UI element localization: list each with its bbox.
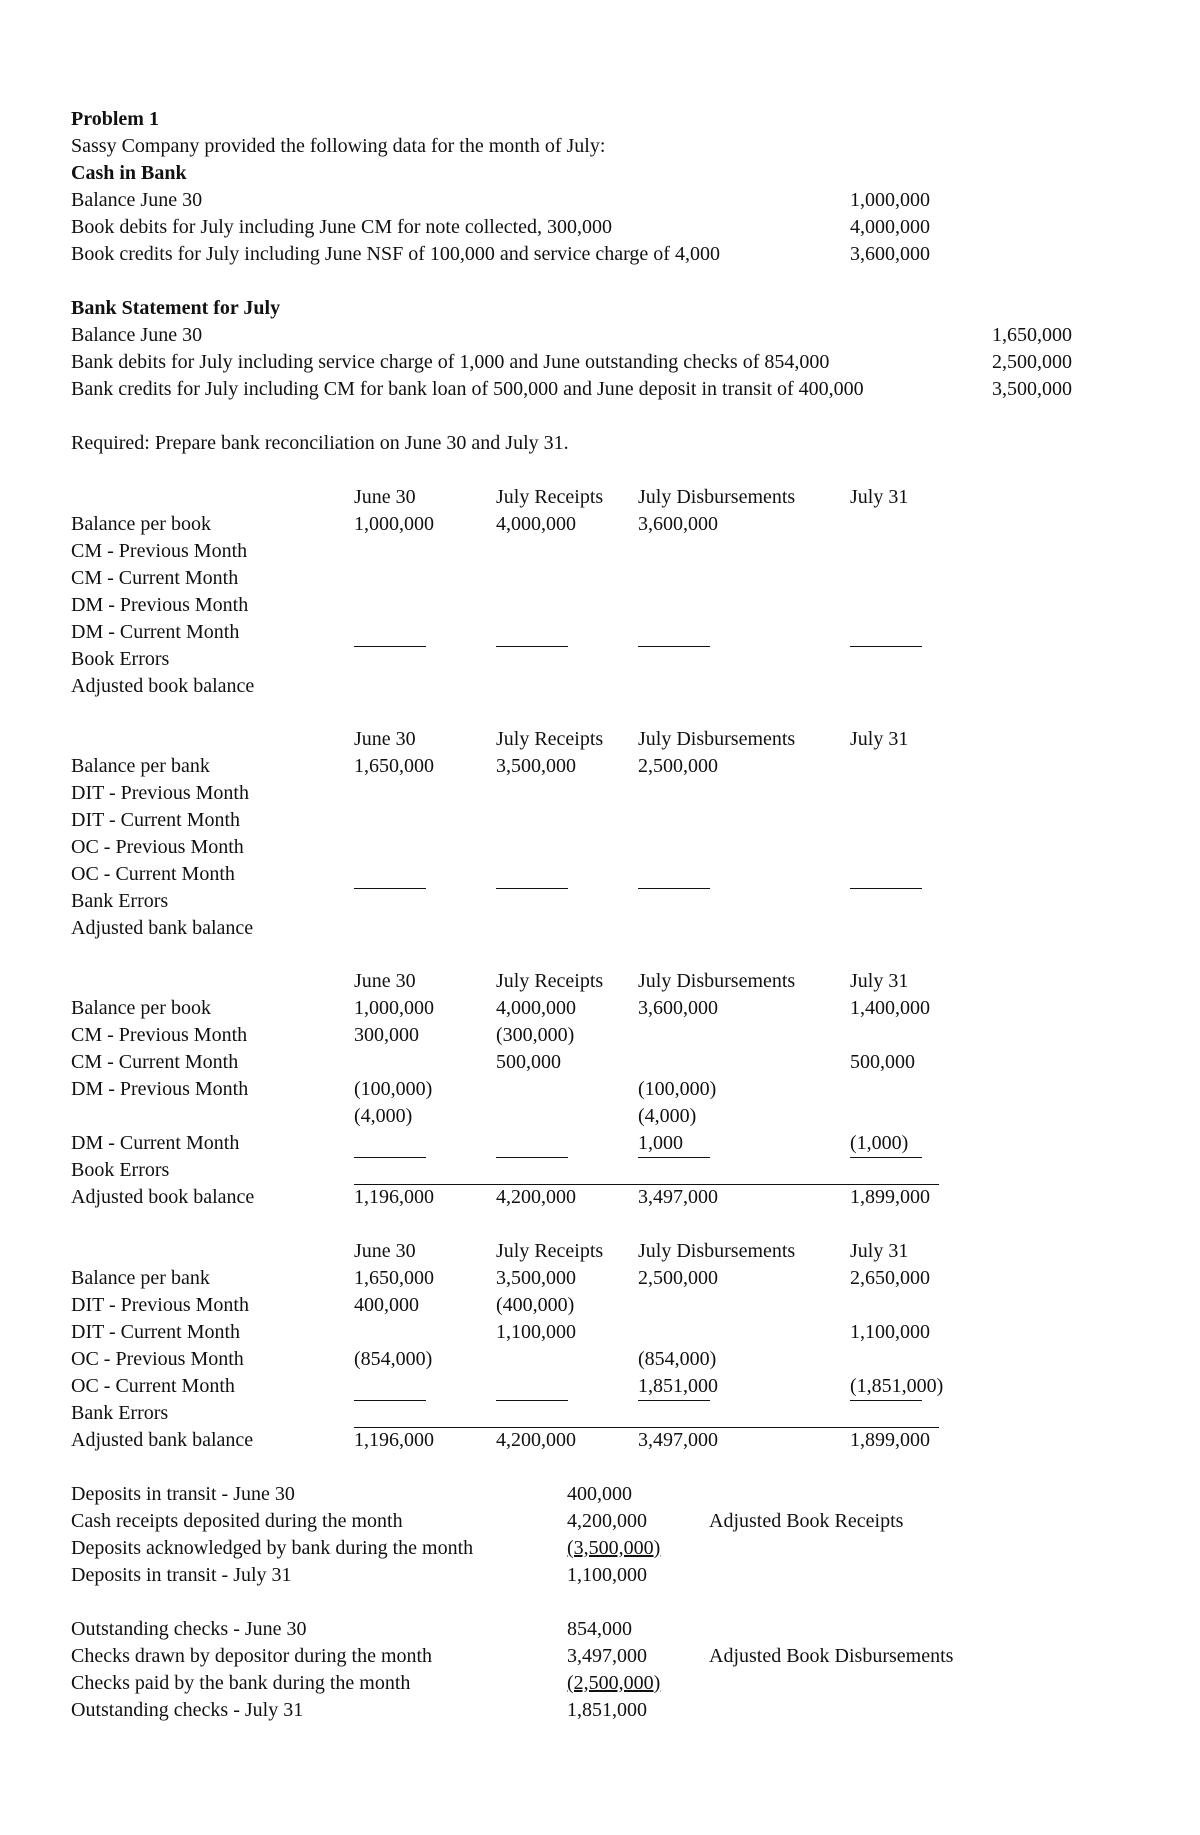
cell: 1,000,000 <box>354 513 434 535</box>
bank-heading-row <box>71 295 1200 322</box>
row-value: (3,500,000) <box>567 1537 661 1559</box>
bank-row <box>71 322 1200 349</box>
intro-row <box>71 133 1200 160</box>
bank-value: 3,500,000 <box>992 378 1072 400</box>
deposit-row <box>71 1535 1200 1562</box>
row-label: Balance per bank <box>71 755 210 777</box>
row-label: Balance per book <box>71 513 211 535</box>
recon-row <box>71 1076 1200 1103</box>
total-rule <box>354 888 426 889</box>
recon-row <box>71 592 1200 619</box>
deposit-row <box>71 1508 1200 1535</box>
total-rule <box>496 888 568 889</box>
row-label: DM - Previous Month <box>71 1078 249 1100</box>
cell: 3,500,000 <box>496 1267 576 1289</box>
total-rule <box>354 1157 426 1158</box>
total-rule <box>496 1400 568 1401</box>
row-label: DIT - Current Month <box>71 1321 241 1343</box>
col-header-june30: June 30 <box>354 1240 416 1262</box>
cell: (100,000) <box>354 1078 433 1100</box>
cell: 4,000,000 <box>496 513 576 535</box>
recon-row <box>71 1103 1200 1130</box>
total-rule <box>496 1157 568 1158</box>
row-label: Adjusted book balance <box>71 675 255 697</box>
cell: 4,000,000 <box>496 997 576 1019</box>
cash-label: Balance June 30 <box>71 189 203 211</box>
intro-text: Sassy Company provided the following data for the month of July: <box>71 135 606 157</box>
row-label: DM - Current Month <box>71 1132 240 1154</box>
col-header-july-receipts: July Receipts <box>496 486 604 508</box>
row-label: OC - Current Month <box>71 1375 235 1397</box>
row-label: Bank Errors <box>71 890 169 912</box>
total-rule <box>638 1400 710 1401</box>
recon-row <box>71 673 1200 700</box>
row-label: Adjusted bank balance <box>71 1429 254 1451</box>
bank-label: Balance June 30 <box>71 324 203 346</box>
row-label: Book Errors <box>71 1159 170 1181</box>
cell: 1,196,000 <box>354 1186 434 1208</box>
row-value: (2,500,000) <box>567 1672 661 1694</box>
total-rule <box>850 1157 922 1158</box>
column-header-row <box>71 1238 1200 1265</box>
cell: 1,000 <box>638 1132 683 1154</box>
cell: (854,000) <box>638 1348 717 1370</box>
total-rule <box>850 888 922 889</box>
total-rule <box>638 888 710 889</box>
row-label: DIT - Previous Month <box>71 1294 249 1316</box>
row-label: OC - Previous Month <box>71 836 244 858</box>
col-header-july-disbursements: July Disbursements <box>638 1240 796 1262</box>
row-label: Outstanding checks - June 30 <box>71 1618 307 1640</box>
row-note: Adjusted Book Disbursements <box>709 1645 954 1667</box>
col-header-july-receipts: July Receipts <box>496 728 604 750</box>
check-row <box>71 1697 1200 1724</box>
cell: 2,500,000 <box>638 755 718 777</box>
row-label: Balance per bank <box>71 1267 210 1289</box>
col-header-july-disbursements: July Disbursements <box>638 970 796 992</box>
cell: 1,851,000 <box>638 1375 718 1397</box>
cell: 3,497,000 <box>638 1429 718 1451</box>
problem-title: Problem 1 <box>71 108 159 130</box>
cell: 3,497,000 <box>638 1186 718 1208</box>
row-label: Checks paid by the bank during the month <box>71 1672 411 1694</box>
cell: 1,650,000 <box>354 755 434 777</box>
cell: 4,200,000 <box>496 1186 576 1208</box>
row-label: Deposits in transit - July 31 <box>71 1564 292 1586</box>
recon-row <box>71 1049 1200 1076</box>
recon-row <box>71 807 1200 834</box>
check-row <box>71 1670 1200 1697</box>
total-rule <box>638 646 710 647</box>
col-header-july31: July 31 <box>850 728 909 750</box>
cell: 3,500,000 <box>496 755 576 777</box>
row-label: OC - Previous Month <box>71 1348 244 1370</box>
required-text: Required: Prepare bank reconciliation on June 30 and July 31. <box>71 432 569 454</box>
col-header-july31: July 31 <box>850 970 909 992</box>
row-value: 3,497,000 <box>567 1645 647 1667</box>
check-row <box>71 1616 1200 1643</box>
col-header-june30: June 30 <box>354 970 416 992</box>
bank-row <box>71 376 1200 403</box>
cash-row <box>71 241 1200 268</box>
column-header-row <box>71 726 1200 753</box>
row-label: CM - Current Month <box>71 567 239 589</box>
recon-row <box>71 1373 1200 1400</box>
deposit-row <box>71 1562 1200 1589</box>
recon-row <box>71 753 1200 780</box>
recon-row <box>71 646 1200 673</box>
cell: 1,899,000 <box>850 1429 930 1451</box>
row-label: Outstanding checks - July 31 <box>71 1699 304 1721</box>
check-row <box>71 1643 1200 1670</box>
cell: 1,000,000 <box>354 997 434 1019</box>
cash-label: Book debits for July including June CM for note collected, 300,000 <box>71 216 613 238</box>
cell: 1,196,000 <box>354 1429 434 1451</box>
cell: (1,000) <box>850 1132 909 1154</box>
cash-heading: Cash in Bank <box>71 162 187 184</box>
bank-label: Bank debits for July including service charge of 1,000 and June outstanding checks of 854,000 <box>71 351 830 373</box>
col-header-july31: July 31 <box>850 486 909 508</box>
row-label: CM - Previous Month <box>71 540 248 562</box>
recon-row <box>71 1265 1200 1292</box>
row-value: 400,000 <box>567 1483 632 1505</box>
cell: 2,500,000 <box>638 1267 718 1289</box>
recon-row <box>71 995 1200 1022</box>
col-header-july31: July 31 <box>850 1240 909 1262</box>
row-label: Cash receipts deposited during the month <box>71 1510 403 1532</box>
recon-row <box>71 1427 1200 1454</box>
cell: 1,899,000 <box>850 1186 930 1208</box>
bank-label: Bank credits for July including CM for bank loan of 500,000 and June deposit in transit of 400,000 <box>71 378 864 400</box>
row-label: OC - Current Month <box>71 863 235 885</box>
recon-row <box>71 1319 1200 1346</box>
total-rule <box>850 646 922 647</box>
total-rule <box>354 646 426 647</box>
row-label: DIT - Previous Month <box>71 782 249 804</box>
cell: (4,000) <box>638 1105 697 1127</box>
cell: 500,000 <box>850 1051 915 1073</box>
cash-row <box>71 214 1200 241</box>
total-rule <box>638 1157 710 1158</box>
recon-row <box>71 1400 1200 1427</box>
cash-value: 1,000,000 <box>850 189 930 211</box>
col-header-july-disbursements: July Disbursements <box>638 728 796 750</box>
recon-row <box>71 1022 1200 1049</box>
cell: (400,000) <box>496 1294 575 1316</box>
col-header-july-disbursements: July Disbursements <box>638 486 796 508</box>
recon-row <box>71 511 1200 538</box>
recon-row <box>71 1346 1200 1373</box>
row-label: CM - Current Month <box>71 1051 239 1073</box>
cell: 1,100,000 <box>850 1321 930 1343</box>
row-value: 1,851,000 <box>567 1699 647 1721</box>
recon-row <box>71 538 1200 565</box>
cell: (100,000) <box>638 1078 717 1100</box>
recon-row <box>71 1157 1200 1184</box>
cash-heading-row <box>71 160 1200 187</box>
total-rule <box>496 646 568 647</box>
cell: 1,650,000 <box>354 1267 434 1289</box>
problem-title-row <box>71 106 1200 133</box>
bank-value: 2,500,000 <box>992 351 1072 373</box>
bank-heading: Bank Statement for July <box>71 297 281 319</box>
recon-row <box>71 888 1200 915</box>
row-value: 854,000 <box>567 1618 632 1640</box>
row-label: Checks drawn by depositor during the month <box>71 1645 433 1667</box>
cell: 4,200,000 <box>496 1429 576 1451</box>
row-label: DM - Current Month <box>71 621 240 643</box>
cell: 400,000 <box>354 1294 419 1316</box>
col-header-july-receipts: July Receipts <box>496 1240 604 1262</box>
row-label: DM - Previous Month <box>71 594 249 616</box>
row-label: Adjusted bank balance <box>71 917 254 939</box>
recon-row <box>71 1184 1200 1211</box>
deposit-row <box>71 1481 1200 1508</box>
bank-value: 1,650,000 <box>992 324 1072 346</box>
row-label: Book Errors <box>71 648 170 670</box>
row-value: 4,200,000 <box>567 1510 647 1532</box>
cell: 500,000 <box>496 1051 561 1073</box>
column-header-row <box>71 484 1200 511</box>
recon-row <box>71 1130 1200 1157</box>
column-header-row <box>71 968 1200 995</box>
row-value: 1,100,000 <box>567 1564 647 1586</box>
total-rule <box>850 1400 922 1401</box>
bank-row <box>71 349 1200 376</box>
row-note: Adjusted Book Receipts <box>709 1510 904 1532</box>
row-label: Bank Errors <box>71 1402 169 1424</box>
cell: (300,000) <box>496 1024 575 1046</box>
required-row <box>71 430 1200 457</box>
cell: 3,600,000 <box>638 997 718 1019</box>
cell: 1,400,000 <box>850 997 930 1019</box>
cell: 3,600,000 <box>638 513 718 535</box>
cash-label: Book credits for July including June NSF of 100,000 and service charge of 4,000 <box>71 243 720 265</box>
col-header-july-receipts: July Receipts <box>496 970 604 992</box>
cash-value: 4,000,000 <box>850 216 930 238</box>
row-label: Balance per book <box>71 997 211 1019</box>
cell: (854,000) <box>354 1348 433 1370</box>
cell: 300,000 <box>354 1024 419 1046</box>
cell: (4,000) <box>354 1105 413 1127</box>
row-label: Adjusted book balance <box>71 1186 255 1208</box>
cash-value: 3,600,000 <box>850 243 930 265</box>
row-label: Deposits in transit - June 30 <box>71 1483 295 1505</box>
col-header-june30: June 30 <box>354 728 416 750</box>
row-label: Deposits acknowledged by bank during the month <box>71 1537 474 1559</box>
recon-row <box>71 619 1200 646</box>
cell: 2,650,000 <box>850 1267 930 1289</box>
cash-row <box>71 187 1200 214</box>
recon-row <box>71 780 1200 807</box>
row-label: CM - Previous Month <box>71 1024 248 1046</box>
total-rule <box>354 1400 426 1401</box>
recon-row <box>71 834 1200 861</box>
row-label: DIT - Current Month <box>71 809 241 831</box>
cell: 1,100,000 <box>496 1321 576 1343</box>
recon-row <box>71 565 1200 592</box>
cell: (1,851,000) <box>850 1375 944 1397</box>
recon-row <box>71 915 1200 942</box>
recon-row <box>71 1292 1200 1319</box>
recon-row <box>71 861 1200 888</box>
col-header-june30: June 30 <box>354 486 416 508</box>
